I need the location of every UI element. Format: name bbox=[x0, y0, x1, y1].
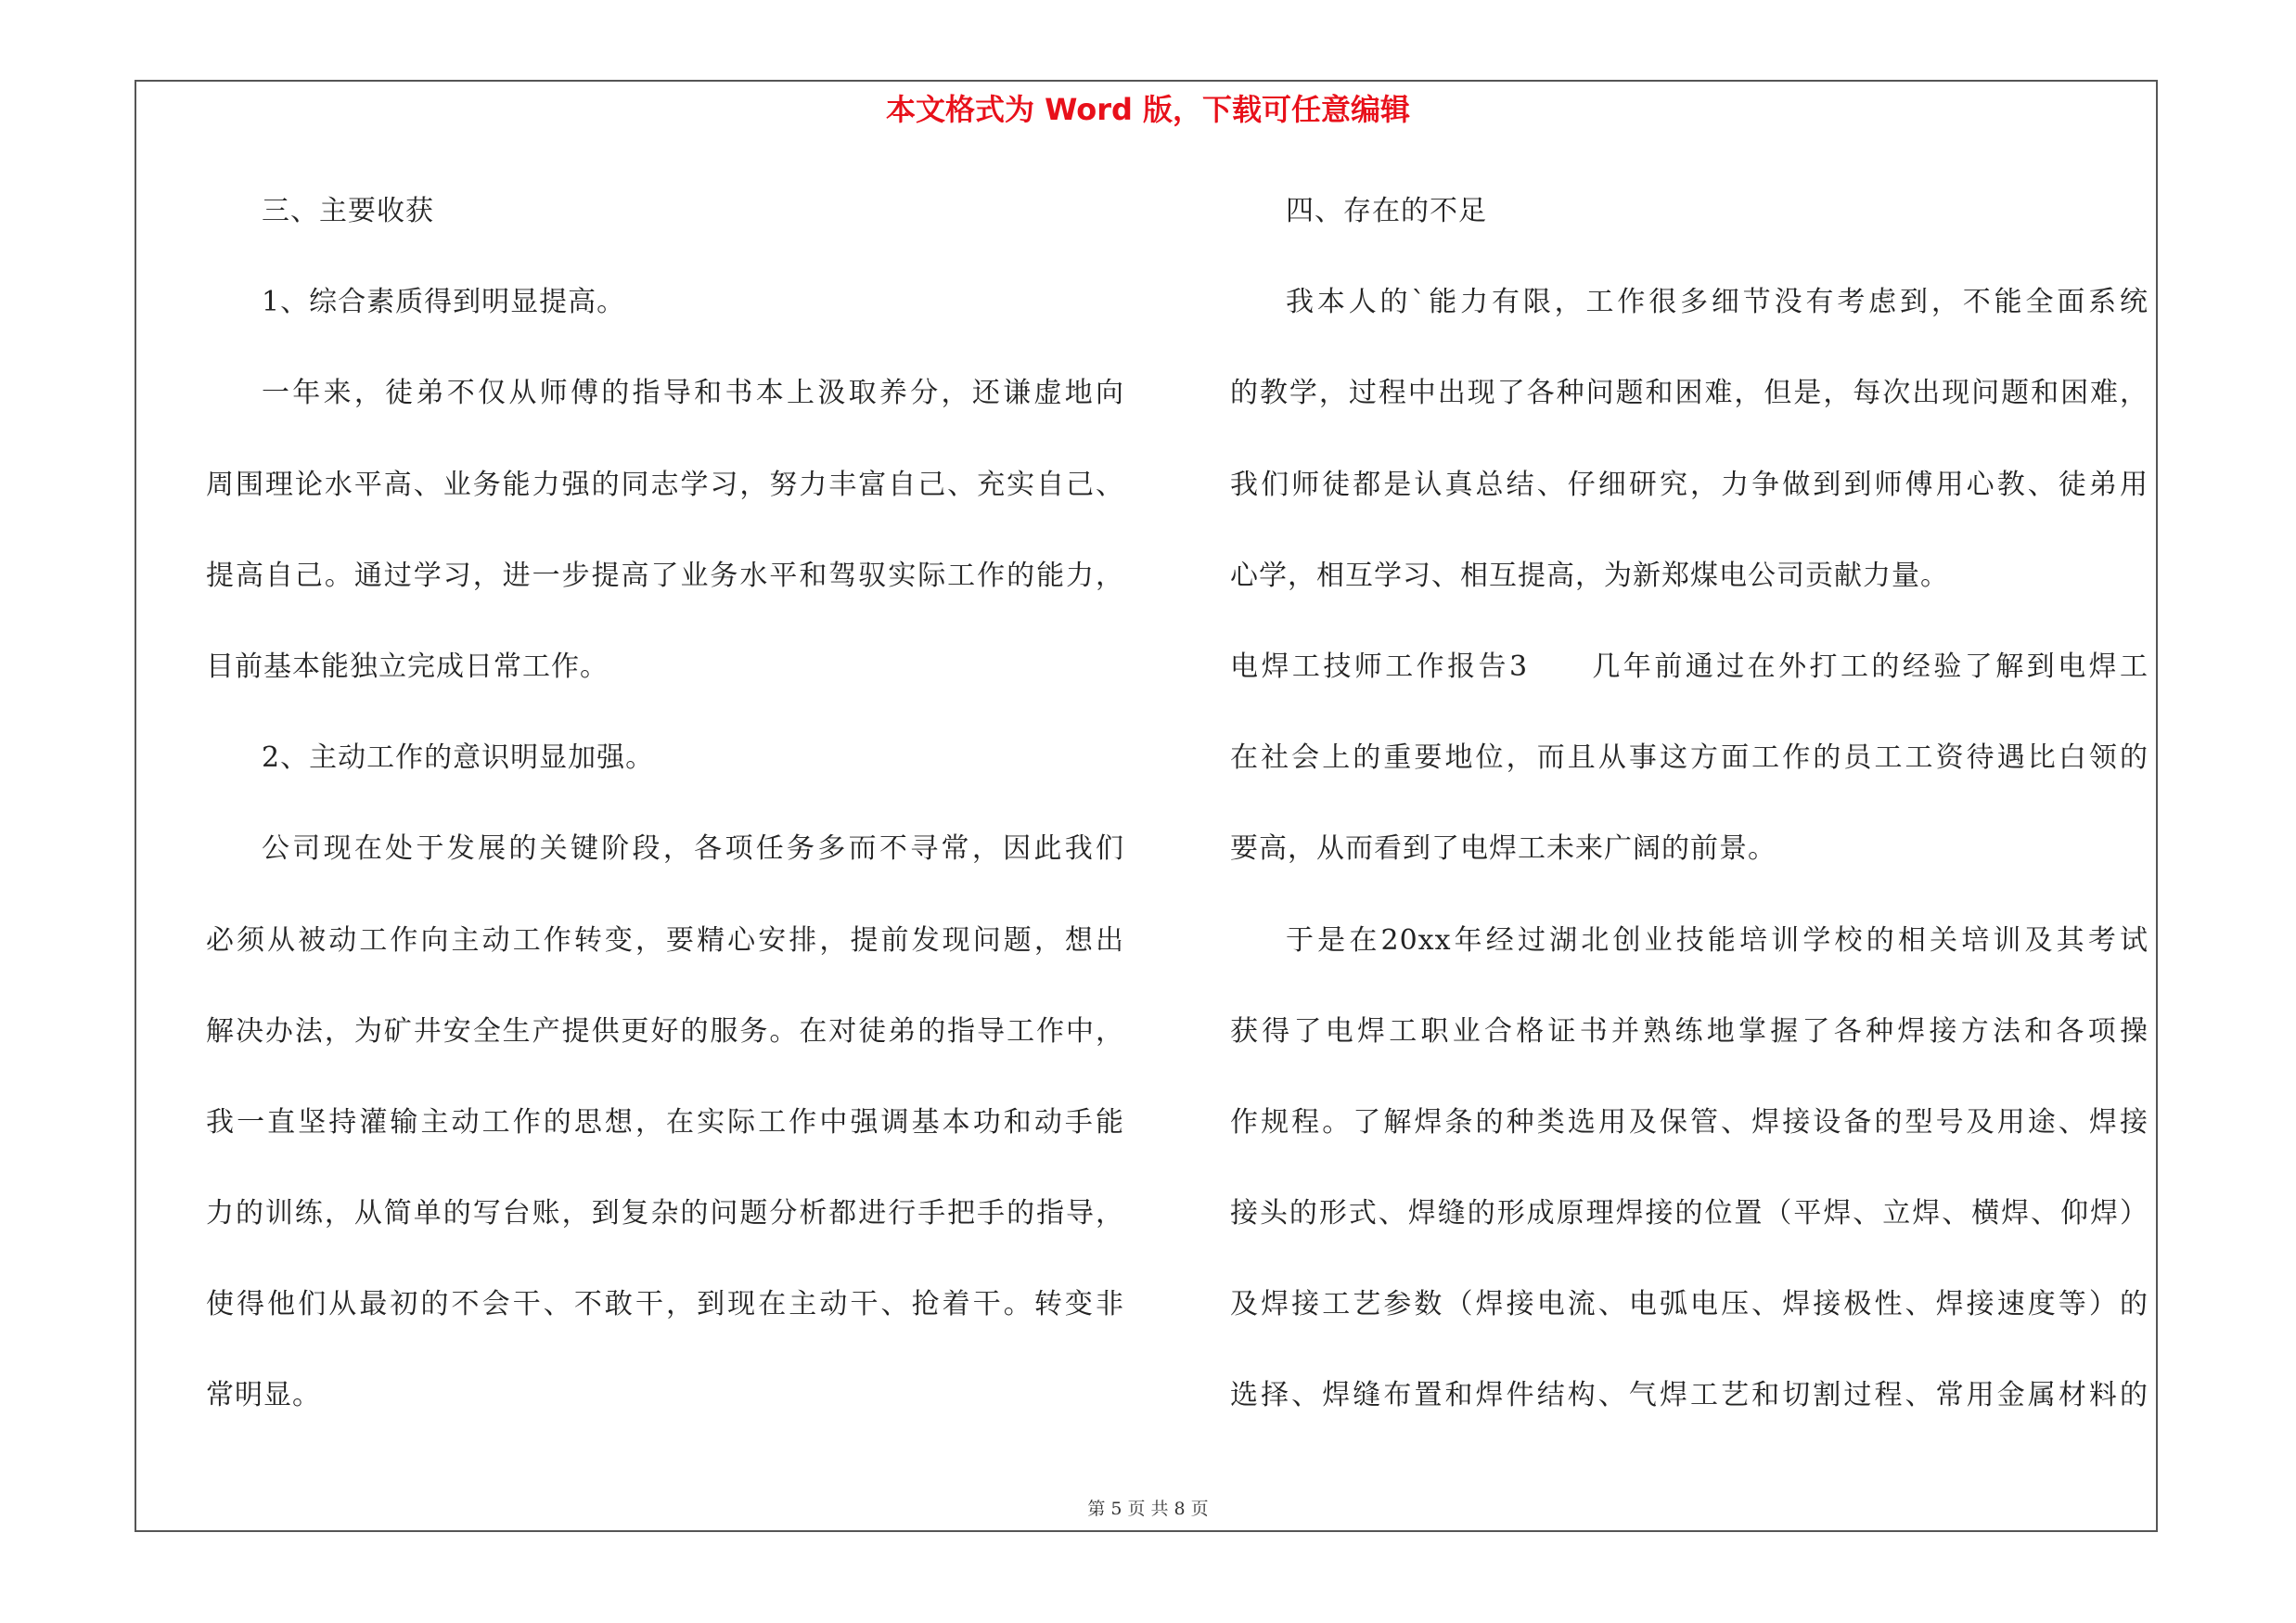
right-column-text-line: 我们师徒都是认真总结、仔细研究，力争做到到师傅用心教、徒弟用 bbox=[1230, 468, 2148, 501]
left-column-text-line: 必须从被动工作向主动工作转变，要精心安排，提前发现问题，想出 bbox=[206, 923, 1124, 957]
left-column-text-line: 公司现在处于发展的关键阶段，各项任务多而不寻常，因此我们 bbox=[262, 832, 1124, 866]
right-column-text-line: 四、存在的不足 bbox=[1286, 195, 1487, 227]
right-column-text-line: 心学，相互学习、相互提高，为新郑煤电公司贡献力量。 bbox=[1230, 559, 1949, 592]
right-column-text-line: 及焊接工艺参数（焊接电流、电弧电压、焊接极性、焊接速度等）的 bbox=[1230, 1288, 2148, 1321]
left-column-text-line: 周围理论水平高、业务能力强的同志学习，努力丰富自己、充实自己、 bbox=[206, 468, 1124, 501]
left-column-text-line: 解决办法，为矿井安全生产提供更好的服务。在对徒弟的指导工作中， bbox=[206, 1014, 1124, 1048]
page-number-footer: 第 5 页 共 8 页 bbox=[1087, 1499, 1209, 1519]
left-column-text-line: 常明显。 bbox=[206, 1379, 321, 1412]
left-column-text-line: 力的训练，从简单的写台账，到复杂的问题分析都进行手把手的指导， bbox=[206, 1197, 1124, 1230]
left-column-text-line: 三、主要收获 bbox=[262, 195, 434, 227]
left-column bbox=[206, 182, 1124, 1458]
left-column-text-line: 目前基本能独立完成日常工作。 bbox=[206, 650, 609, 683]
right-column-text-line: 我本人的`能力有限，工作很多细节没有考虑到，不能全面系统 bbox=[1286, 286, 2148, 319]
left-column-text-line: 2、主动工作的意识明显加强。 bbox=[262, 741, 655, 775]
left-column-text-line: 使得他们从最初的不会干、不敢干，到现在主动干、抢着干。转变非 bbox=[206, 1288, 1124, 1321]
format-notice-banner: 本文格式为 Word 版，下载可任意编辑 bbox=[885, 92, 1411, 127]
right-column-text-line: 选择、焊缝布置和焊件结构、气焊工艺和切割过程、常用金属材料的 bbox=[1230, 1379, 2148, 1412]
right-column-text-line: 接头的形式、焊缝的形成原理焊接的位置（平焊、立焊、横焊、仰焊） bbox=[1230, 1197, 2148, 1230]
left-column-text-line: 1、综合素质得到明显提高。 bbox=[262, 286, 626, 319]
left-column-text-line: 我一直坚持灌输主动工作的思想，在实际工作中强调基本功和动手能 bbox=[206, 1105, 1124, 1139]
right-column-text-line: 要高，从而看到了电焊工未来广阔的前景。 bbox=[1230, 832, 1777, 866]
right-column-text-line: 电焊工技师工作报告3 几年前通过在外打工的经验了解到电焊工 bbox=[1230, 650, 2148, 683]
right-column-text-line: 作规程。了解焊条的种类选用及保管、焊接设备的型号及用途、焊接 bbox=[1230, 1105, 2148, 1139]
right-column-text-line: 获得了电焊工职业合格证书并熟练地掌握了各种焊接方法和各项操 bbox=[1230, 1014, 2148, 1048]
left-column-text-line: 一年来，徒弟不仅从师傅的指导和书本上汲取养分，还谦虚地向 bbox=[262, 377, 1124, 410]
right-column-text-line: 的教学，过程中出现了各种问题和困难，但是，每次出现问题和困难， bbox=[1230, 377, 2148, 410]
left-column-text-line: 提高自己。通过学习，进一步提高了业务水平和驾驭实际工作的能力， bbox=[206, 559, 1124, 592]
right-column-text-line: 在社会上的重要地位，而且从事这方面工作的员工工资待遇比白领的 bbox=[1230, 741, 2148, 775]
right-column-text-line: 于是在20xx年经过湖北创业技能培训学校的相关培训及其考试 bbox=[1286, 923, 2148, 957]
right-column bbox=[1230, 182, 2148, 1458]
